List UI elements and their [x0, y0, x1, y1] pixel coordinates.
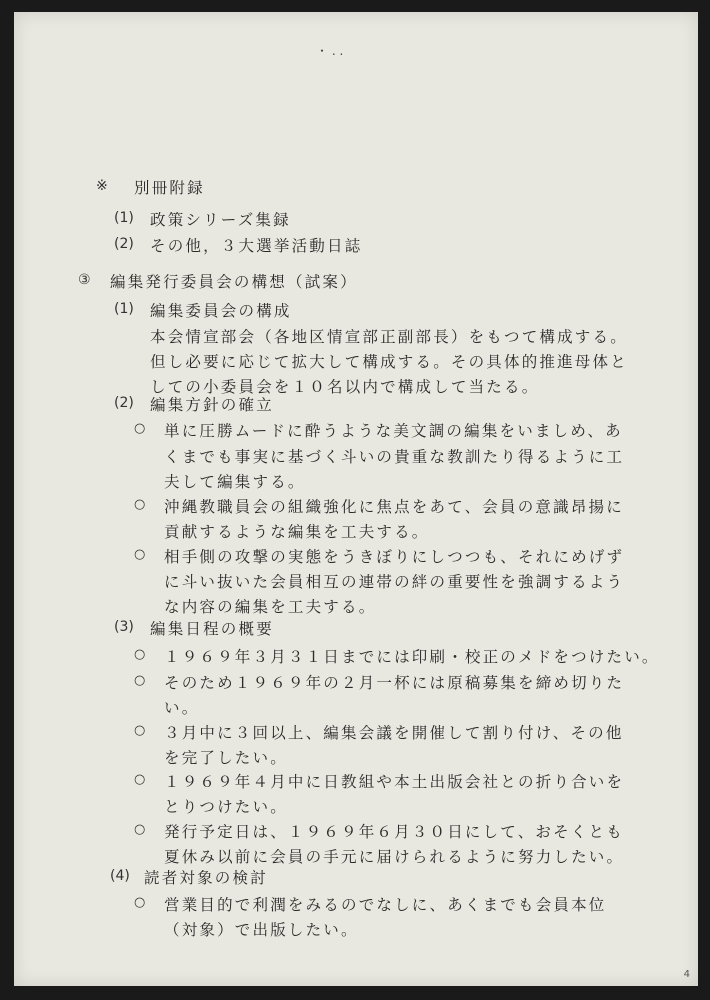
sub2-bullet-2-line-1: 沖縄教職員会の組織強化に焦点をあて、会員の意識昂揚に — [164, 498, 624, 516]
sub2-bullet-3-mark: ○ — [134, 547, 146, 562]
sub3-bullet-2-line-2: い。 — [164, 699, 200, 717]
sub1-line-1: 本会情宣部会（各地区情宣部正副部長）をもつて構成する。 — [150, 328, 628, 346]
sub1-line-3: しての小委員会を１０名以内で構成して当たる。 — [150, 378, 540, 396]
sub3-bullet-5-mark: ○ — [134, 822, 146, 837]
supplement-item-1-num: (1) — [114, 210, 134, 226]
sub3-bullet-3-mark: ○ — [134, 723, 146, 738]
top-marks: ・ . . — [316, 44, 344, 58]
sub2-bullet-3-line-1: 相手側の攻撃の実態をうきぼりにしつつも、それにめげず — [164, 548, 625, 566]
sub1-num: (1) — [114, 301, 134, 317]
sub4-bullet-1-line-2: （対象）で出版したい。 — [164, 921, 359, 939]
sub2-num: (2) — [114, 395, 134, 411]
sub3-bullet-4-mark: ○ — [134, 772, 146, 787]
sub4-bullet-1-line-1: 営業目的で利潤をみるのでなしに、あくまでも会員本位 — [164, 896, 607, 914]
sub3-bullet-3-line-2: を完了したい。 — [164, 749, 288, 767]
sub3-bullet-4-line-2: とりつけたい。 — [164, 798, 288, 816]
sub4-title: 読者対象の検討 — [144, 869, 268, 887]
supplement-item-1: 政策シリーズ集録 — [150, 211, 291, 229]
sub3-bullet-5-line-1: 発行予定日は、１９６９年６月３０日にして、おそくとも — [164, 823, 624, 841]
supplement-item-2-num: (2) — [114, 236, 134, 252]
sub3-bullet-2-mark: ○ — [134, 673, 146, 688]
supplement-item-2: その他，３大選挙活動日誌 — [150, 237, 363, 255]
supplement-heading-mark: ※ — [96, 178, 108, 194]
page-number: 4 — [683, 969, 690, 980]
sub3-bullet-1-line-1: １９６９年３月３１日までには印刷・校正のメドをつけたい。 — [164, 648, 660, 666]
sub3-num: (3) — [114, 619, 134, 635]
sub2-bullet-2-mark: ○ — [134, 497, 146, 512]
sub2-title: 編集方針の確立 — [150, 396, 274, 414]
sub2-bullet-1-mark: ○ — [134, 421, 146, 436]
sub4-num: (4) — [110, 868, 130, 884]
sub3-bullet-4-line-1: １９６９年４月中に日教組や本土出版会社との折り合いを — [164, 773, 625, 791]
sub4-bullet-1-mark: ○ — [134, 895, 146, 910]
sub1-title: 編集委員会の構成 — [150, 302, 292, 320]
sub3-bullet-3-line-1: ３月中に３回以上、編集会議を開催して割り付け、その他 — [164, 724, 624, 742]
document-page — [14, 12, 698, 986]
sub2-bullet-3-line-3: な内容の編集を工夫する。 — [164, 598, 377, 616]
sub3-bullet-1-mark: ○ — [134, 647, 146, 662]
supplement-heading: 別冊附録 — [134, 179, 205, 197]
sub3-bullet-2-line-1: そのため１９６９年の２月一杯には原稿募集を締め切りた — [164, 674, 625, 692]
sub2-bullet-3-line-2: に斗い抜いた会員相互の連帯の絆の重要性を強調するよう — [164, 573, 625, 591]
sub2-bullet-1-line-3: 夫して編集する。 — [164, 473, 306, 491]
sub3-bullet-5-line-2: 夏休み以前に会員の手元に届けられるように努力したい。 — [164, 848, 625, 866]
sub3-title: 編集日程の概要 — [150, 620, 274, 638]
section3-num: ③ — [78, 272, 91, 288]
sub1-line-2: 但し必要に応じて拡大して構成する。その具体的推進母体と — [150, 353, 628, 371]
sub2-bullet-1-line-2: くまでも事実に基づく斗いの貴重な教訓たり得るように工 — [164, 448, 625, 466]
sub2-bullet-2-line-2: 貢献するような編集を工夫する。 — [164, 523, 430, 541]
sub2-bullet-1-line-1: 単に圧勝ムードに酔うような美文調の編集をいましめ、あ — [164, 422, 623, 440]
section3-title: 編集発行委員会の構想（試案） — [110, 273, 358, 291]
